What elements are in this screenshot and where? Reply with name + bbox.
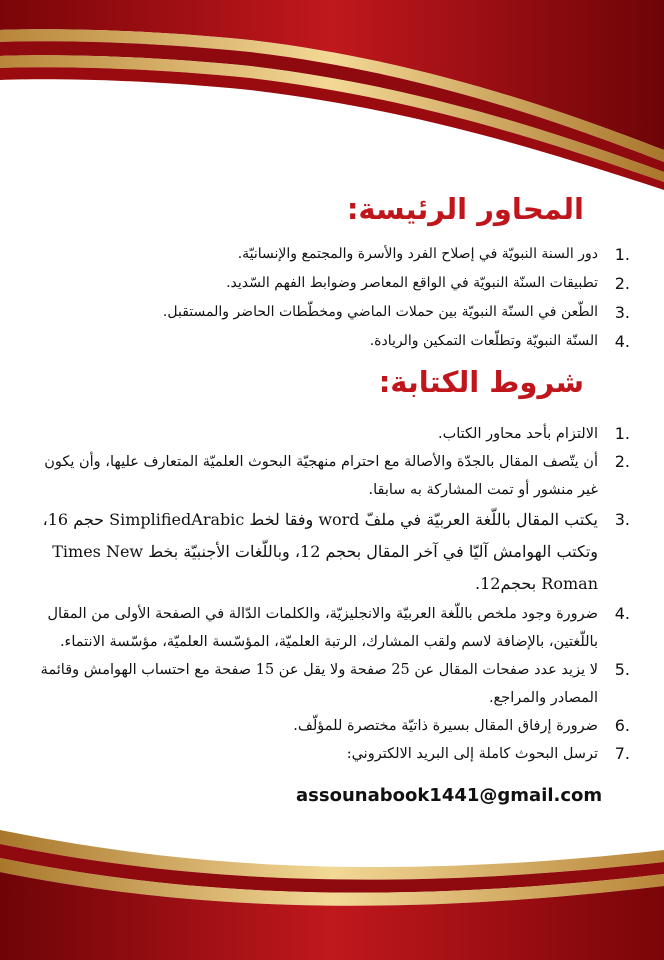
item-text: الالتزام بأحد محاور الكتاب. — [437, 426, 598, 442]
item-text: السنّة النبويّة وتطلّعات التمكين والريادة. — [369, 333, 598, 349]
item-text: ضرورة إرفاق المقال بسيرة ذاتيّة مختصرة للمؤلّف. — [293, 718, 598, 734]
item-number: 4. — [614, 604, 630, 623]
item-text: ترسل البحوث كاملة إلى البريد الالكتروني: — [346, 746, 598, 762]
item-number: 1. — [614, 424, 630, 443]
axes-list — [30, 240, 630, 356]
conditions-list — [30, 420, 630, 768]
item-number: 7. — [614, 744, 630, 763]
item-number: 2. — [614, 452, 630, 471]
list-item — [30, 600, 630, 656]
item-number: 6. — [614, 716, 630, 735]
item-number: 4. — [614, 332, 630, 351]
list-item — [30, 448, 630, 504]
list-item — [30, 327, 630, 356]
list-item — [30, 712, 630, 740]
contact-email[interactable]: assounabook1441@gmail.com — [296, 785, 603, 806]
item-text: لا يزيد عدد صفحات المقال عن 25 صفحة ولا يقل عن 15 صفحة مع احتساب الهوامش وقائمة المصادر والمراجع. — [40, 662, 598, 706]
list-item — [30, 656, 630, 712]
list-item — [30, 740, 630, 768]
item-text: أن يتّصف المقال بالجدّة والأصالة مع احترام منهجيّة البحوث العلميّة المتعارف عليها، وأن يكون غير منشور أو تمت المشاركة به سابقا. — [44, 454, 598, 498]
list-item — [30, 298, 630, 327]
list-item — [30, 420, 630, 448]
list-item — [30, 240, 630, 269]
item-number: 3. — [614, 510, 630, 529]
item-text: ضرورة وجود ملخص باللّغة العربيّة والانجليزيّة، والكلمات الدّالة في الصفحة الأولى من المقال باللّغتين، بالإضافة لاسم ولقب المشارك، الرتبة العلميّة، المؤسّسة العلميّة، مؤسّسة الانتماء. — [47, 606, 598, 650]
item-number: 5. — [614, 660, 630, 679]
list-item — [30, 504, 630, 600]
item-number: 3. — [614, 303, 630, 322]
section-title-conditions: شروط الكتابة: — [378, 365, 584, 399]
item-text: الطّعن في السنّة النبويّة بين حملات الماضي ومخطّطات الحاضر والمستقبل. — [162, 304, 598, 320]
item-text: دور السنة النبويّة في إصلاح الفرد والأسرة والمجتمع والإنسانيّة. — [237, 246, 598, 262]
item-text: يكتب المقال باللّغة العربيّة في ملفّ word وفقا لخط SimplifiedArabic حجم 16، وتكتب الهوامش آليّا في آخر المقال بحجم 12، وباللّغات الأجنبيّة بخط Times New Roman بحجم12. — [42, 510, 598, 593]
list-item — [30, 269, 630, 298]
item-number: 2. — [614, 274, 630, 293]
item-number: 1. — [614, 245, 630, 264]
section-title-axes: المحاور الرئيسة: — [346, 192, 584, 226]
item-text: تطبيقات السنّة النبويّة في الواقع المعاصر وضوابط الفهم السّديد. — [226, 275, 598, 291]
